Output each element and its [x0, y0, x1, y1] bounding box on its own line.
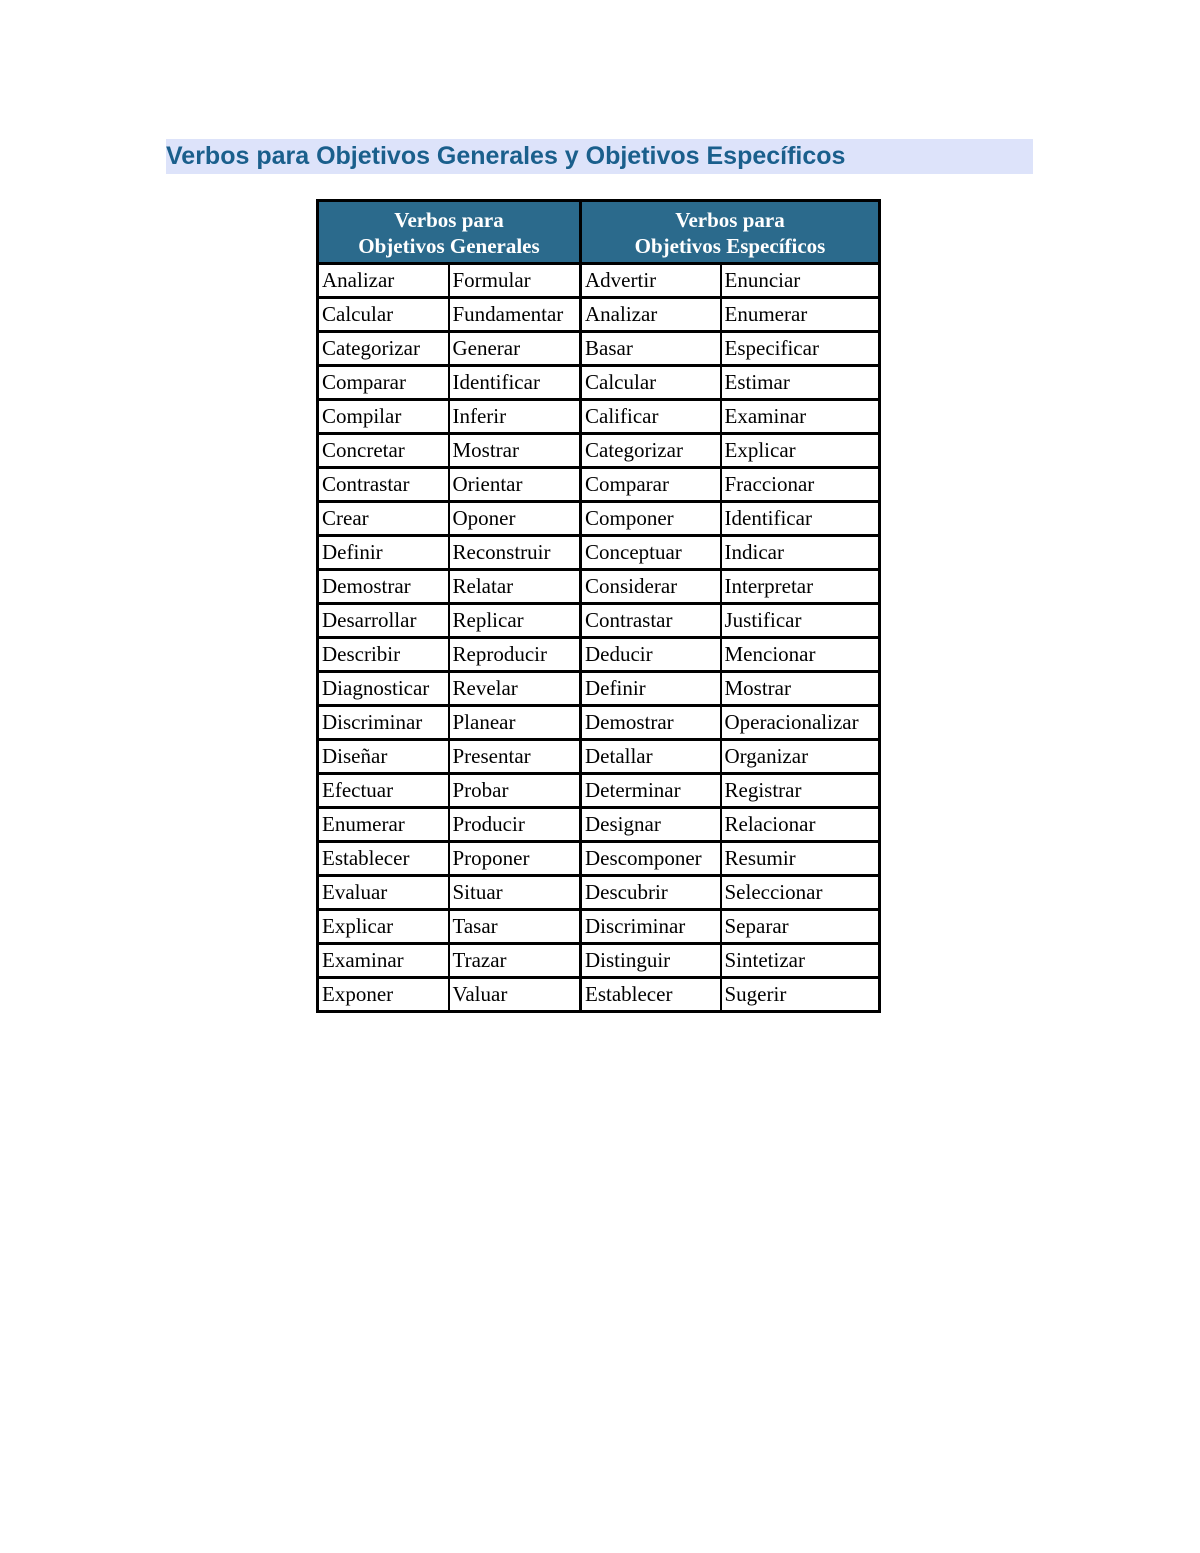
verb-especifico-cell: Justificar [721, 604, 880, 638]
verb-especifico-cell: Demostrar [581, 706, 721, 740]
verb-general-cell: Identificar [449, 366, 581, 400]
verb-general-cell: Producir [449, 808, 581, 842]
table-row [318, 842, 880, 876]
verb-especifico-cell: Registrar [721, 774, 880, 808]
header-objetivos-especificos [581, 201, 880, 264]
verb-general-cell: Replicar [449, 604, 581, 638]
verb-general-cell: Presentar [449, 740, 581, 774]
verb-especifico-cell: Distinguir [581, 944, 721, 978]
table-row [318, 876, 880, 910]
table-row [318, 604, 880, 638]
verb-general-cell: Exponer [318, 978, 449, 1012]
verb-general-cell: Revelar [449, 672, 581, 706]
verb-general-cell: Generar [449, 332, 581, 366]
verb-general-cell: Reconstruir [449, 536, 581, 570]
verb-general-cell: Analizar [318, 264, 449, 298]
verb-especifico-cell: Relacionar [721, 808, 880, 842]
verb-especifico-cell: Basar [581, 332, 721, 366]
table-row [318, 570, 880, 604]
verb-especifico-cell: Discriminar [581, 910, 721, 944]
verb-general-cell: Crear [318, 502, 449, 536]
verb-especifico-cell: Examinar [721, 400, 880, 434]
verb-especifico-cell: Mencionar [721, 638, 880, 672]
verb-especifico-cell: Resumir [721, 842, 880, 876]
table-body [318, 264, 880, 1012]
table-row [318, 740, 880, 774]
verb-especifico-cell: Sintetizar [721, 944, 880, 978]
verb-especifico-cell: Detallar [581, 740, 721, 774]
verb-especifico-cell: Indicar [721, 536, 880, 570]
verb-especifico-cell: Mostrar [721, 672, 880, 706]
verb-general-cell: Mostrar [449, 434, 581, 468]
verb-especifico-cell: Seleccionar [721, 876, 880, 910]
verbs-table [316, 199, 881, 1013]
verb-general-cell: Orientar [449, 468, 581, 502]
verb-general-cell: Describir [318, 638, 449, 672]
table-row [318, 706, 880, 740]
verb-general-cell: Probar [449, 774, 581, 808]
verb-especifico-cell: Comparar [581, 468, 721, 502]
verb-general-cell: Diseñar [318, 740, 449, 774]
verb-especifico-cell: Descubrir [581, 876, 721, 910]
verb-especifico-cell: Analizar [581, 298, 721, 332]
verb-general-cell: Definir [318, 536, 449, 570]
verb-general-cell: Trazar [449, 944, 581, 978]
verb-especifico-cell: Estimar [721, 366, 880, 400]
verb-especifico-cell: Definir [581, 672, 721, 706]
verb-general-cell: Comparar [318, 366, 449, 400]
table-row [318, 332, 880, 366]
verb-general-cell: Efectuar [318, 774, 449, 808]
verb-especifico-cell: Separar [721, 910, 880, 944]
verb-especifico-cell: Organizar [721, 740, 880, 774]
verb-general-cell: Establecer [318, 842, 449, 876]
table-row [318, 264, 880, 298]
verb-especifico-cell: Contrastar [581, 604, 721, 638]
verb-especifico-cell: Sugerir [721, 978, 880, 1012]
verb-especifico-cell: Interpretar [721, 570, 880, 604]
verb-general-cell: Proponer [449, 842, 581, 876]
verb-general-cell: Contrastar [318, 468, 449, 502]
verb-especifico-cell: Enumerar [721, 298, 880, 332]
table-row [318, 808, 880, 842]
verb-especifico-cell: Descomponer [581, 842, 721, 876]
verb-general-cell: Evaluar [318, 876, 449, 910]
verb-especifico-cell: Considerar [581, 570, 721, 604]
verb-general-cell: Valuar [449, 978, 581, 1012]
header-generales-line2: Objetivos Generales [358, 234, 540, 258]
verb-especifico-cell: Especificar [721, 332, 880, 366]
verb-especifico-cell: Designar [581, 808, 721, 842]
verb-especifico-cell: Componer [581, 502, 721, 536]
verb-general-cell: Tasar [449, 910, 581, 944]
table-row [318, 910, 880, 944]
page-title-bar [166, 139, 1033, 174]
verb-especifico-cell: Advertir [581, 264, 721, 298]
page-title: Verbos para Objetivos Generales y Objetivos Específicos [166, 142, 846, 170]
table-row [318, 366, 880, 400]
table-row [318, 400, 880, 434]
table-row [318, 298, 880, 332]
verb-general-cell: Calcular [318, 298, 449, 332]
verb-especifico-cell: Conceptuar [581, 536, 721, 570]
table-row [318, 944, 880, 978]
verb-general-cell: Formular [449, 264, 581, 298]
verb-general-cell: Oponer [449, 502, 581, 536]
verb-general-cell: Discriminar [318, 706, 449, 740]
table-row [318, 638, 880, 672]
verb-especifico-cell: Categorizar [581, 434, 721, 468]
verb-general-cell: Enumerar [318, 808, 449, 842]
verb-especifico-cell: Fraccionar [721, 468, 880, 502]
header-generales-line1: Verbos para [394, 208, 504, 232]
table-row [318, 978, 880, 1012]
verb-general-cell: Diagnosticar [318, 672, 449, 706]
verb-general-cell: Compilar [318, 400, 449, 434]
verb-general-cell: Explicar [318, 910, 449, 944]
verb-especifico-cell: Determinar [581, 774, 721, 808]
verb-general-cell: Situar [449, 876, 581, 910]
verb-general-cell: Planear [449, 706, 581, 740]
table-row [318, 468, 880, 502]
table-row [318, 434, 880, 468]
header-especificos-line1: Verbos para [675, 208, 785, 232]
verb-general-cell: Relatar [449, 570, 581, 604]
verb-general-cell: Categorizar [318, 332, 449, 366]
table-row [318, 774, 880, 808]
verb-general-cell: Reproducir [449, 638, 581, 672]
verb-especifico-cell: Calcular [581, 366, 721, 400]
verb-general-cell: Fundamentar [449, 298, 581, 332]
verb-especifico-cell: Establecer [581, 978, 721, 1012]
verb-general-cell: Concretar [318, 434, 449, 468]
header-especificos-line2: Objetivos Específicos [634, 234, 826, 258]
table-row [318, 536, 880, 570]
verb-especifico-cell: Calificar [581, 400, 721, 434]
table-row [318, 502, 880, 536]
verb-general-cell: Examinar [318, 944, 449, 978]
verb-especifico-cell: Identificar [721, 502, 880, 536]
table-header-row [318, 201, 880, 264]
verb-especifico-cell: Operacionalizar [721, 706, 880, 740]
verb-especifico-cell: Deducir [581, 638, 721, 672]
verb-general-cell: Desarrollar [318, 604, 449, 638]
verb-especifico-cell: Explicar [721, 434, 880, 468]
header-objetivos-generales [318, 201, 581, 264]
verb-especifico-cell: Enunciar [721, 264, 880, 298]
verb-general-cell: Inferir [449, 400, 581, 434]
verb-general-cell: Demostrar [318, 570, 449, 604]
table-row [318, 672, 880, 706]
